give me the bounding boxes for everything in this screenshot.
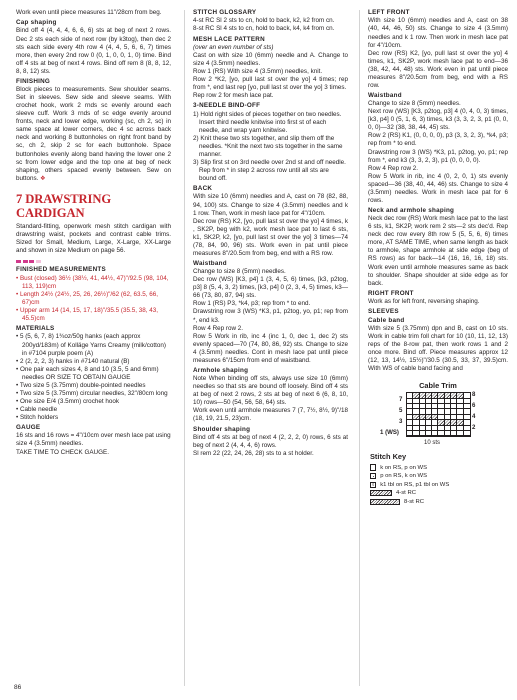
- column-2: [193, 9, 348, 458]
- shoulder-line: Sl rem 22 (22, 24, 26, 28) sts to a st holder.: [193, 450, 314, 457]
- key-item: 8-st RC: [370, 498, 508, 507]
- four-st-cable-icon: [370, 490, 392, 496]
- shoulder-line: Bind off 4 sts at beg of next 4 (2, 2, 2, 0) rows, 6 sts at beg of next 2 (4, 4, 4, 6) rows.: [193, 433, 348, 449]
- chart-grid: [406, 392, 471, 437]
- shoulder-heading: Shoulder shaping: [193, 425, 251, 433]
- continued-text: Work even until piece measures 11"/28cm from beg.: [16, 9, 162, 16]
- waistband-line: Drawstring row 3 (WS) *K3, p1, p2tog, yo, p1; rep from *, end k3.: [193, 308, 348, 324]
- measurement-item: • Upper arm 14 (14, 15, 17, 18)"/35.5 (35.5, 38, 43, 45.5)cm: [16, 306, 159, 323]
- key-item: k on RS, p on WS: [370, 463, 508, 472]
- materials-item: • Two size 5 (3.75mm) double-pointed needles: [16, 381, 146, 389]
- glossary-item: 8-st RC Sl 4 sts to cn, hold to back, k4, k4 from cn.: [193, 25, 335, 33]
- cable-band-heading: Cable band: [368, 316, 405, 324]
- materials-item: • 5 (5, 6, 7, 8) 1¾oz/50g hanks (each approx 200yd/183m) of Koll​äge Yarns Creamy (milk/cotton) in #7104 purple poem (A): [16, 333, 166, 357]
- front-waistband-line: Drawstring row 3 (WS) *K3, p1, p2tog, yo, p1; rep from *, end k3 (3, 3, 2, 3), p1 (0, 0, 0, 0).: [368, 148, 508, 164]
- gauge-heading: GAUGE: [16, 424, 41, 431]
- materials-item: • One pair each sizes 4, 8 and 10 (3.5, 5 and 6mm) needles OR SIZE TO OBTAIN GAUGE: [16, 365, 159, 381]
- cable-band-line: With size 5 (3.75mm) dpn and B, cast on 10 sts. Work in cable trim foll chart for 10 (10, 11, 12, 13) reps of the 8-row pat, then work rows 1 and 2 once more. Bind off. Piece measures approx 12 (12, 13, 14½, 15½)"/30.5 (30.5, 33, 37, 39.5)cm. With WS of cable band facing and: [368, 324, 508, 373]
- knit-symbol-icon: [370, 464, 376, 470]
- left-front-line: Dec row (RS) K2, [yo, pull last st over the yo] 4 times, k1, SK2P, work mesh lace pat to end—36 (38, 42, 44, 48) sts. Work even in pat until piece measures 8"/20.5cm from beg, end with a RS row.: [368, 49, 508, 89]
- chart-row-label: 2: [472, 424, 476, 432]
- waistband-line: Row 4 Rep row 2.: [193, 324, 244, 332]
- purl-symbol-icon: [370, 473, 376, 479]
- armhole-heading: Armhole shaping: [193, 366, 249, 374]
- front-waistband-heading: Waistband: [368, 91, 402, 99]
- mesh-lace-line: (over an even number of sts): [193, 43, 274, 51]
- mesh-lace-line: Row 1 (RS) With size 4 (3.5mm) needles, knit.: [193, 68, 323, 76]
- gauge-check: TAKE TIME TO CHECK GAUGE.: [16, 448, 109, 456]
- chart-stitch-count: 10 sts: [424, 440, 441, 447]
- bind-off-step: 1) Hold right sides of pieces together on two needles. Insert third needle knitwise into first st of each needle, and wrap yarn knitwise.: [193, 110, 342, 134]
- cable-trim-chart: [368, 392, 508, 448]
- waistband-heading: Waistband: [193, 259, 227, 267]
- finishing-heading: FINISHING: [16, 77, 51, 85]
- stitch-key-title: Stitch Key: [370, 452, 407, 462]
- front-waistband-line: Row 5 Work in rib, inc 4 (0, 2, 0, 1) sts evenly spaced—36 (38, 40, 44, 46) sts. Change to size 4 (3.5mm) needles. Work in mesh lace pat for 6 rows.: [368, 172, 508, 204]
- neck-armhole-heading: Neck and armhole shaping: [368, 206, 455, 214]
- column-divider: [359, 10, 360, 686]
- measurement-item: • Length 24½ (24½, 25, 26, 26½)"/62 (62, 63.5, 66, 67)cm: [16, 290, 159, 306]
- neck-armhole-line: Neck dec row (RS) Work mesh lace pat to the last 6 sts, k1, SK2P, work rem 2 sts—2 sts dec'd. Rep neck dec row every 8th row 5 (5, 5, 6, 6) times more, AT SAME TIME, when same length as back to armhole, shape armhole at side edge (beg of RS rows) as for back—14 (16, 16, 16, 18) sts. Work even until armhole measures same as back to shoulder. Shape shoulder at side edge as for back.: [368, 215, 508, 287]
- back-line: Dec row (RS) K2, [yo, pull last st over the yo] 4 times, k , SK2P, beg with k2, work mesh lace pat to last 6 sts, k1, SK2P, k2, [yo, pull last st over the yo] 3 times—74 (78, 84, 90, 96) sts. Work even in pat until piece measures 8"/20.5cm from beg, end with a RS row.: [193, 217, 348, 257]
- armhole-line: Work even until armhole measures 7 (7, 7½, 8½, 9)"/18 (18, 19, 21.5, 23)cm.: [193, 407, 348, 423]
- chart-row-label: 4: [472, 413, 476, 421]
- measurement-item: • Bust (closed) 36½ (38½, 41, 44½, 47)"/92.5 (98, 104, 113, 119)cm: [16, 274, 169, 290]
- column-3: [368, 9, 508, 506]
- materials-item: • 2 (2, 2, 2, 3) hanks in #7140 natural (B): [16, 357, 130, 365]
- mesh-lace-line: Cast on with size 10 (6mm) needle and A. Change to size 4 (3.5mm) needles.: [193, 51, 348, 67]
- right-front-line: Work as for left front, reversing shaping.: [368, 298, 480, 306]
- chart-row-label: 3: [399, 418, 403, 426]
- eight-st-cable-icon: [370, 499, 400, 505]
- column-1: [16, 9, 171, 457]
- page-number: 86: [14, 684, 22, 691]
- key-item: 4-st RC: [370, 489, 508, 498]
- front-waistband-line: Row 4 Rep row 2.: [368, 164, 419, 172]
- front-waistband-line: Next row (WS) [K3, p2tog, p3] 4 (0, 4, 0, 3) times, [k3, p4] 0 (5, 1, 6, 3) times, k3 (3, 3, 2, 3, p1 (0, 0, 0, 0)—32 (38, 38, 44, 45) sts.: [368, 108, 508, 132]
- waistband-line: Row 5 Work in rib, inc 4 (inc 1, 0, dec 1, dec 2) sts evenly spaced—70 (74, 80, 86, 92) sts. Change to size 4 (3.5mm) needles. Cont in mesh lace pat until piece measures 6"/15cm from end of waistband.: [193, 332, 348, 364]
- waistband-line: Row 1 (RS) P3, *k4, p3; rep from * to end.: [193, 300, 311, 308]
- chart-row-label: 6: [472, 402, 476, 410]
- back-line: With size 10 (6mm) needles and A, cast on 78 (82, 88, 94, 100) sts. Change to size 4 (3.5mm) needles and k 1 row. Then, work in mesh lace pat for 4"/10cm.: [193, 193, 348, 217]
- k1-tbl-symbol-icon: ℓ: [370, 482, 376, 488]
- materials-heading: MATERIALS: [16, 325, 55, 333]
- pattern-intro: Standard-fitting, openwork mesh stitch cardigan with drawstring waist, pockets and contrast cable trims. Sized for Small, Medium, Large, X-Large, XX-Large and shown in size Medium on page 56.: [16, 222, 171, 254]
- materials-item: • One size E/4 (3.5mm) crochet hook: [16, 397, 119, 405]
- right-front-heading: RIGHT FRONT: [368, 289, 414, 297]
- front-waistband-line: Change to size 8 (5mm) needles.: [368, 100, 461, 108]
- key-item: ℓ k1 tbl on RS, p1 tbl on WS: [370, 480, 508, 489]
- pattern-title: 7 DRAWSTRING CARDIGAN: [16, 191, 112, 220]
- back-heading: BACK: [193, 185, 213, 193]
- column-divider: [184, 10, 185, 686]
- skill-level-indicator: [16, 260, 171, 264]
- cap-shaping-text: Bind off 4 (4, 4, 4, 6, 6, 6) sts at beg of next 2 rows. Dec 2 sts each side of next row (by k3tog), then dec 2 sts each side every 4th row 4 (4, 4, 5, 6, 6, 7) times more, then every 2nd row 0 (0, 1, 0, 0, 1, 0) time. Bind off 4 sts at beg of next 4 rows. Bind off rem 8 (8, 8, 12, 8, 8, 12) sts.: [16, 27, 171, 75]
- chart-row-label: 7: [399, 396, 403, 404]
- waistband-line: Dec row (WS) [K3, p4] 1 (3, 4, 5, 6) times, [k3, p2tog, p3] 8 (5, 4, 3, 2) times, [k3, p4] 0 (2, 3, 4, 5) times, k3—66 (73, 80, 87, 94) sts.: [193, 276, 348, 300]
- mesh-lace-line: Row 2 *K2, [yo, pull last st over the yo] 4 times; rep from *, end last rep [yo, pull last st over the yo] 3 times.: [193, 76, 348, 92]
- bind-off-step: 2) Knit these two sts together, and slip them off the needles. *Knit the next two sts together in the same manner.: [193, 134, 343, 158]
- end-mark-icon: ❖: [40, 175, 46, 182]
- chart-row-label: 8: [472, 391, 476, 399]
- left-front-heading: LEFT FRONT: [368, 9, 410, 16]
- chart-title: Cable Trim: [419, 381, 457, 391]
- key-item: p on RS, k on WS: [370, 472, 508, 481]
- mesh-lace-heading: MESH LACE PATTERN: [193, 35, 265, 43]
- chart-cell: [464, 431, 470, 436]
- bind-off-heading: 3-NEEDLE BIND-OFF: [193, 102, 261, 110]
- materials-item: • Stitch holders: [16, 413, 59, 421]
- materials-item: • Cable needle: [16, 405, 58, 413]
- bind-off-step: 3) Slip first st on 3rd needle over 2nd st and off needle. Rep from * in step 2 across row until all sts are bound off.: [193, 158, 346, 183]
- finished-measurements-heading: FINISHED MEASUREMENTS: [16, 266, 106, 274]
- front-waistband-line: Row 2 (RS) K1, (0, 0, 0, 0), p3 (3, 3, 2, 3), *k4, p3; rep from * to end.: [368, 132, 508, 148]
- materials-item: • Two size 5 (3.75mm) circular needles, 32"/80cm long: [16, 389, 168, 397]
- sleeves-heading: SLEEVES: [368, 308, 399, 316]
- waistband-line: Change to size 8 (5mm) needles.: [193, 268, 286, 276]
- armhole-line: Note When binding off sts, always use size 10 (6mm) needles so that sts are bound off loosely. Bind off 4 sts at beg of next 2 rows, 2 sts at beg of next 6 (6, 8, 10, 10) rows—50 (54, 56, 58, 64) sts.: [193, 375, 348, 407]
- gauge-text: 16 sts and 16 rows = 4"/10cm over mesh lace pat using size 4 (3.5mm) needles.: [16, 432, 171, 448]
- chart-row-label: 5: [399, 407, 403, 415]
- stitch-glossary-heading: STITCH GLOSSARY: [193, 9, 257, 16]
- glossary-item: 4-st RC Sl 2 sts to cn, hold to back, k2, k2 from cn.: [193, 17, 335, 25]
- mesh-lace-line: Rep row 2 for mesh lace pat.: [193, 92, 274, 100]
- finishing-text: Block pieces to measurements. Sew shoulder seams. Set in sleeves. Sew side and sleeve seams. With crochet hook, work 2 rnds sc evenly around each sleeve cuff. Work 3 rnds of sc edge evenly around fronts, neck and lower edge, working (sc, ch 2, sc) in same space at lower corners, dec 4 sc across back neck and working 8 buttonholes on right front band by sc, ch 2, skip 2 sc for each buttonhole. Space buttonholes evenly along band having the lower one 2 sc from lower edge and the top one at beg of neck shaping, others spaced evenly between. Sew on buttons. ❖: [16, 86, 171, 182]
- left-front-line: With size 10 (6mm) needles and A, cast on 38 (40, 44, 46, 50) sts. Change to size 4 (3.5mm) needles and k 1 row. Then work in mesh lace pat for 4"/10cm.: [368, 17, 508, 49]
- chart-row-label: 1 (WS): [380, 429, 399, 437]
- cap-shaping-heading: Cap shaping: [16, 19, 57, 27]
